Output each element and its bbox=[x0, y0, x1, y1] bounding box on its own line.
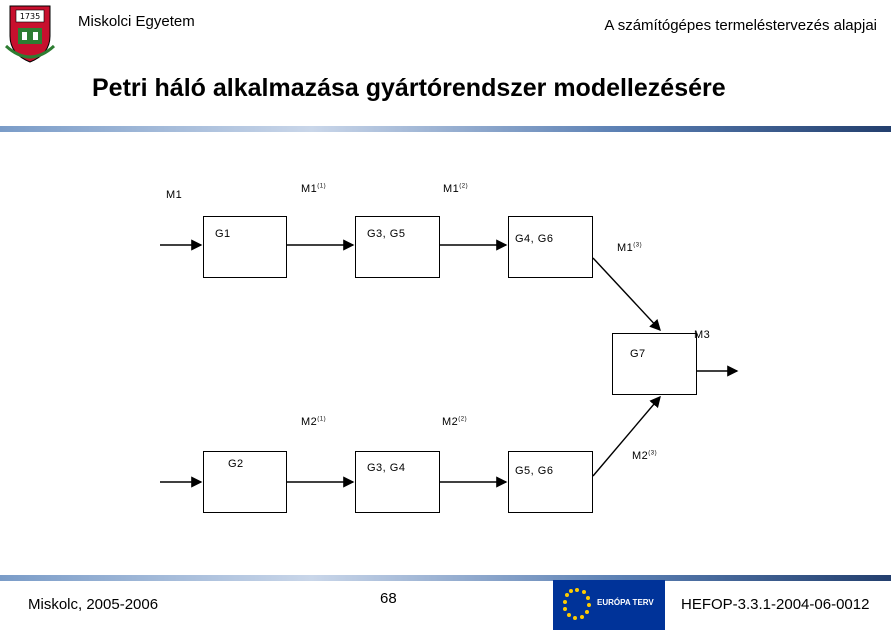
label-g5g6: G5, G6 bbox=[515, 465, 554, 477]
svg-text:1735: 1735 bbox=[19, 12, 41, 21]
box-g4g6 bbox=[508, 216, 593, 278]
label-m2-1: M2$^{(1)}$ bbox=[301, 416, 327, 428]
box-g3g4 bbox=[355, 451, 440, 513]
europa-terv-logo-text: EURÓPA TERV bbox=[597, 598, 654, 607]
course-title: A számítógépes termeléstervezés alapjai bbox=[604, 17, 877, 34]
box-g1 bbox=[203, 216, 287, 278]
university-name: Miskolci Egyetem bbox=[78, 13, 195, 30]
europa-terv-logo bbox=[553, 580, 665, 630]
label-m1: M1 bbox=[166, 189, 183, 201]
label-m2-2: M2$^{(2)}$ bbox=[442, 416, 468, 428]
page-title: Petri háló alkalmazása gyártórendszer modellezésére bbox=[92, 74, 726, 102]
footer-divider bbox=[0, 575, 891, 581]
page-number: 68 bbox=[380, 590, 397, 607]
label-m1-2: M1$^{(2)}$ bbox=[443, 183, 469, 195]
label-g7: G7 bbox=[630, 348, 646, 360]
label-m3: M3 bbox=[694, 329, 711, 341]
project-code: HEFOP-3.3.1-2004-06-0012 bbox=[681, 596, 870, 613]
label-m2-3: M2$^{(3)}$ bbox=[632, 450, 658, 462]
arrow-g4g6-to-g7 bbox=[593, 258, 660, 330]
label-g2: G2 bbox=[228, 458, 244, 470]
box-g3g5 bbox=[355, 216, 440, 278]
box-g7 bbox=[612, 333, 697, 395]
label-g1: G1 bbox=[215, 228, 231, 240]
label-g3g4: G3, G4 bbox=[367, 462, 406, 474]
label-m1-1: M1$^{(1)}$ bbox=[301, 183, 327, 195]
arrow-g5g6-to-g7 bbox=[593, 397, 660, 476]
footer-place-date: Miskolc, 2005-2006 bbox=[28, 596, 159, 613]
box-g5g6 bbox=[508, 451, 593, 513]
label-g3g5: G3, G5 bbox=[367, 228, 406, 240]
box-g2 bbox=[203, 451, 287, 513]
eu-stars-icon bbox=[557, 580, 597, 630]
label-g4g6: G4, G6 bbox=[515, 233, 554, 245]
label-m1-3: M1$^{(3)}$ bbox=[617, 242, 643, 254]
